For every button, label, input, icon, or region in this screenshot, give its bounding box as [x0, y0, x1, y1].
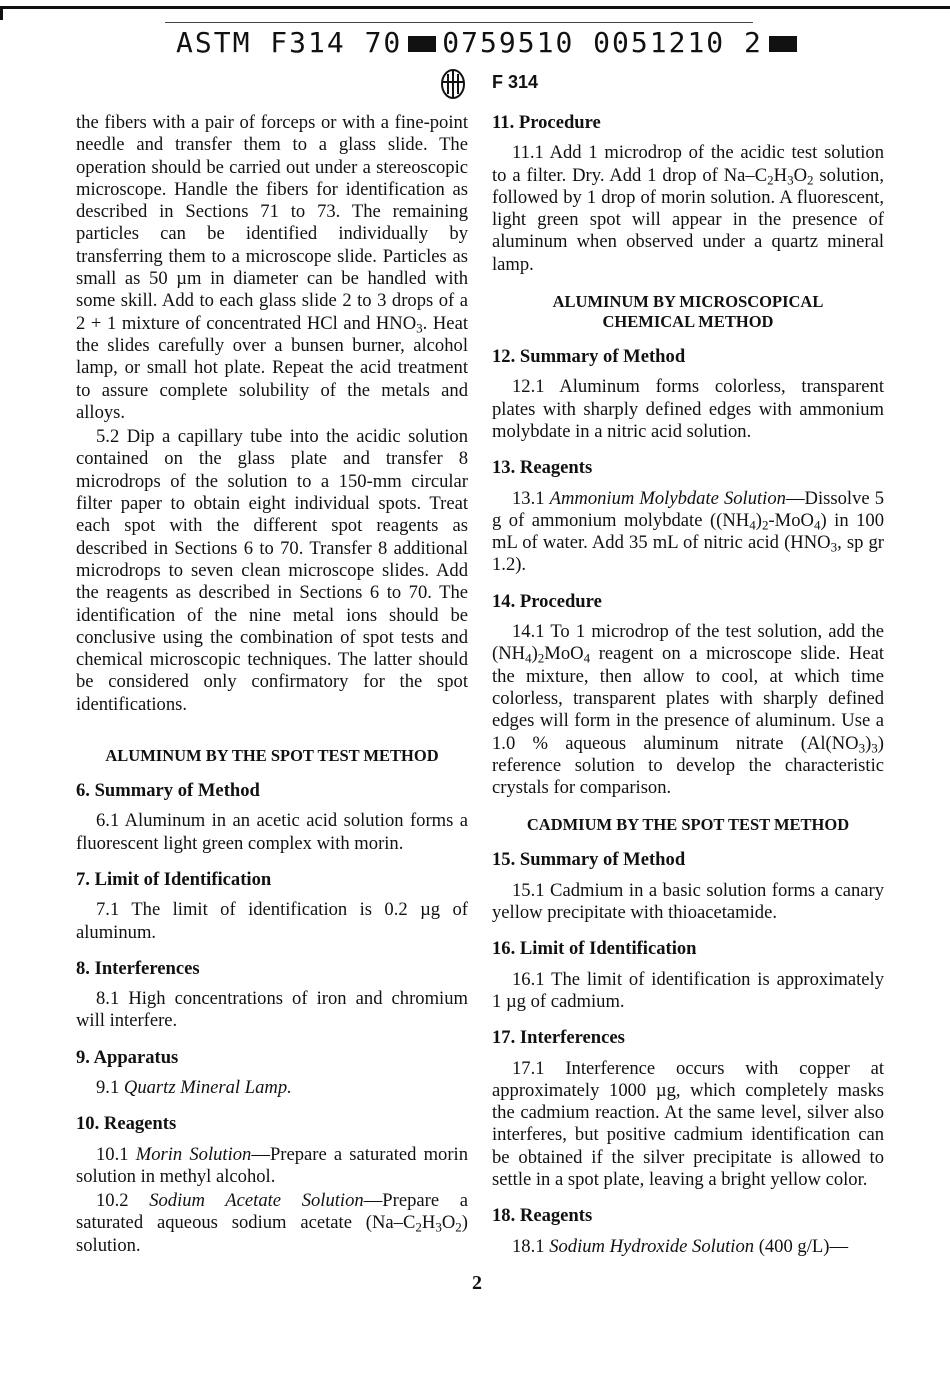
header-code [176, 26, 803, 59]
paragraph: 6.1 Aluminum in an acetic acid solution forms a fluorescent light green complex with morin. [76, 810, 468, 854]
paragraph: 18.1 Sodium Hydroxide Solution (400 g/L)— [512, 1235, 849, 1257]
right-column [492, 112, 884, 1260]
section-heading: 16. Limit of Identification [492, 938, 697, 960]
paragraph: 10.2 Sodium Acetate Solution—Prepare a saturated aqueous sodium acetate $(Na-C_2H_3O_2)$ solution. [76, 1190, 468, 1256]
section-heading: 7. Limit of Identification [76, 868, 272, 890]
section-heading: 17. Interferences [492, 1027, 625, 1049]
section-heading: 10. Reagents [76, 1113, 177, 1135]
section-caption: ALUMINUM BY THE SPOT TEST METHOD [105, 746, 439, 766]
paragraph: the fibers with a pair of forceps or with a fine-point needle and transfer them to a glass slide. The operation should be carried out under a stereoscopic microscope. Handle the fibers for identification as described in Sections 71 to 73. The remaining particles can be identified individually by transferring them to a microscope slide. Particles as small as 50 µm in diameter can be handled with some skill. Add to each glass slide 2 to 3 drops of a 2 + 1 mixture of concentrated HCl and $HNO_3$. Heat the slides carefully over a bunsen burner, alcohol lamp, or small hot plate. Repeat the acid treatment to assure complete solubility of the metals and alloys. [76, 112, 468, 423]
page-border-corner [0, 6, 3, 20]
paragraph: 10.1 Morin Solution—Prepare a saturated morin solution in methyl alcohol. [76, 1143, 468, 1187]
section-heading: 13. Reagents [492, 457, 593, 479]
section-heading: 9. Apparatus [76, 1046, 179, 1068]
paragraph: 12.1 Aluminum forms colorless, transparent plates with sharply defined edges with ammonium molybdate in a nitric acid solution. [492, 376, 884, 442]
header-code-a: ASTM F314 70 [176, 26, 403, 59]
section-heading: 18. Reagents [492, 1205, 593, 1227]
paragraph: 17.1 Interference occurs with copper at approximately 1000 µg, which completely masks the cadmium reaction. At the same level, silver also interferes, but positive cadmium identification can be obtained if the silver precipitate is allowed to settle in a spot plate, leaving a bright yellow color. [492, 1057, 884, 1190]
page-number: 2 [472, 1272, 482, 1294]
paragraph: 16.1 The limit of identification is approximately 1 µg of cadmium. [492, 968, 884, 1012]
astm-logo-icon [440, 68, 466, 100]
paragraph: 13.1 Ammonium Molybdate Solution—Dissolve 5 g of ammonium molybdate $((NH_4)_2-MoO_4)$ in 100 mL of water. Add 35 mL of nitric acid ($HNO_3$, sp gr 1.2). [492, 487, 885, 576]
paragraph: 14.1 To 1 microdrop of the test solution, add the $(NH_4)_2MoO_4$ reagent on a microscope slide. Heat the mixture, then allow to cool, at which time colorless, transparent plates with sharply defined edges will form in the presence of aluminum. Use a 1.0 % aqueous aluminum nitrate $(Al(NO_3)_3)$ reference solution to develop the characteristic crystals for comparison. [492, 621, 884, 799]
paragraph: 9.1 Quartz Mineral Lamp. [96, 1076, 292, 1098]
section-heading: 8. Interferences [76, 957, 200, 979]
section-heading: 12. Summary of Method [492, 346, 686, 368]
paragraph: 8.1 High concentrations of iron and chromium will interfere. [76, 988, 468, 1032]
section-heading: 15. Summary of Method [492, 849, 686, 871]
section-heading: 6. Summary of Method [76, 780, 260, 802]
block-mark [408, 36, 436, 52]
page-border-top [0, 6, 950, 9]
section-caption: ALUMINUM BY MICROSCOPICAL CHEMICAL METHOD [552, 292, 824, 332]
paragraph: 15.1 Cadmium in a basic solution forms a canary yellow precipitate with thioacetamide. [492, 879, 884, 924]
header-code-b: 0759510 0051210 2 [442, 26, 763, 59]
paragraph: 11.1 Add 1 microdrop of the acidic test solution to a filter. Dry. Add 1 drop of $Na-C_2H_3O_2$ solution, followed by 1 drop of morin solution. A fluorescent, light green spot will appear in the presence of aluminum when observed under a quartz mineral lamp. [492, 142, 884, 275]
block-mark [769, 36, 797, 52]
paragraph: 5.2 Dip a capillary tube into the acidic solution contained on the glass plate and transfer 8 microdrops of the solution to a 150-mm circular filter paper to obtain eight individual spots. Treat each spot with the different spot reagents as described in Sections 6 to 70. Transfer 8 additional microdrops to seven clean microscope slides. Add the reagents as described in Sections 6 to 70. The identification of the nine metal ions should be conclusive using the combination of spot tests and chemical microscopic techniques. The latter should be considered only confirmatory for the spot identifications. [76, 426, 468, 715]
section-caption: CADMIUM BY THE SPOT TEST METHOD [526, 815, 850, 835]
paragraph: 7.1 The limit of identification is 0.2 µg of aluminum. [76, 899, 468, 943]
section-heading: 14. Procedure [492, 590, 602, 612]
standard-label: F 314 [492, 72, 539, 92]
section-heading: 11. Procedure [492, 112, 601, 133]
left-column [76, 112, 468, 1259]
header-rule [165, 22, 753, 23]
